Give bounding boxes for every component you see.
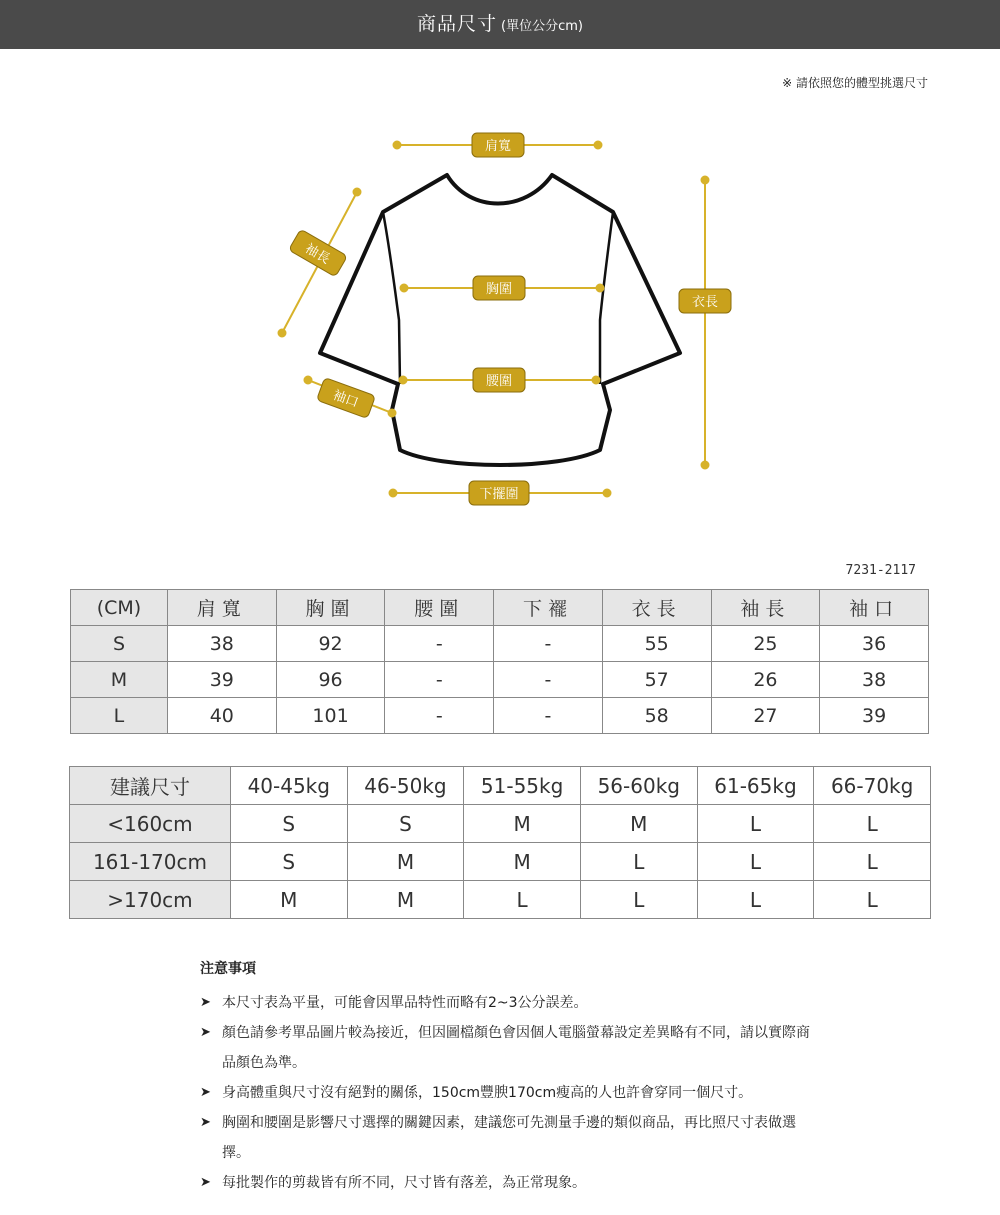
table-cell: L (697, 843, 814, 881)
table-cell: - (494, 626, 603, 662)
label-hem: 下擺圍 (479, 487, 519, 502)
table-cell: 25 (711, 626, 820, 662)
note-text: 本尺寸表為平量，可能會因單品特性而略有2~3公分誤差。 (222, 995, 588, 1011)
height-label-cell: 161-170cm (70, 843, 231, 881)
size-table-header: 腰圍 (385, 590, 494, 626)
table-row (71, 698, 929, 734)
arrow-icon: ➤ (200, 995, 211, 1010)
table-cell: M (580, 805, 697, 843)
list-item (200, 988, 820, 1018)
table-cell: M (464, 843, 581, 881)
arrow-icon: ➤ (200, 1115, 211, 1130)
list-item (200, 1108, 820, 1168)
table-row (71, 626, 929, 662)
note-text: 身高體重與尺寸沒有絕對的關係，150cm豐腴170cm瘦高的人也許會穿同一個尺寸。 (222, 1085, 753, 1101)
table-cell: L (464, 881, 581, 919)
page-header (0, 0, 1000, 49)
table-cell: - (494, 662, 603, 698)
size-table-header: 衣長 (602, 590, 711, 626)
size-label-cell: S (71, 626, 168, 662)
size-label-cell: L (71, 698, 168, 734)
table-cell: 55 (602, 626, 711, 662)
list-item (200, 1168, 820, 1198)
size-table (70, 589, 929, 734)
label-cuff: 袖口 (330, 387, 361, 411)
notes-title: 注意事項 (200, 961, 256, 977)
size-table-header: 胸圍 (276, 590, 385, 626)
size-label-cell: M (71, 662, 168, 698)
garment-outline-icon (320, 175, 680, 465)
list-item (200, 1018, 820, 1078)
table-cell: S (230, 805, 347, 843)
table-cell: M (347, 881, 464, 919)
arrow-icon: ➤ (200, 1175, 211, 1190)
size-table-header: 肩寬 (167, 590, 276, 626)
table-cell: L (580, 843, 697, 881)
table-cell: - (385, 626, 494, 662)
label-shoulder: 肩寬 (484, 139, 512, 154)
size-table-header: 袖長 (711, 590, 820, 626)
table-cell: 38 (820, 662, 929, 698)
size-table-header-row (71, 590, 929, 626)
garment-diagram (0, 110, 1000, 530)
right-armhole-line (600, 212, 613, 384)
list-item (200, 1078, 820, 1108)
note-text: 每批製作的剪裁皆有所不同，尺寸皆有落差，為正常現象。 (222, 1175, 586, 1191)
height-label-cell: <160cm (70, 805, 231, 843)
label-sleeve-length: 袖長 (302, 241, 333, 268)
table-cell: L (814, 843, 931, 881)
recommend-table-header: 40-45kg (230, 767, 347, 805)
table-cell: 58 (602, 698, 711, 734)
table-cell: 101 (276, 698, 385, 734)
arrow-icon: ➤ (200, 1025, 211, 1040)
table-cell: L (697, 805, 814, 843)
table-cell: S (230, 843, 347, 881)
size-table-header: 袖口 (820, 590, 929, 626)
table-cell: 57 (602, 662, 711, 698)
size-advice-note: ※ 請依照您的體型挑選尺寸 (782, 76, 928, 90)
table-cell: 36 (820, 626, 929, 662)
size-table-header: (CM) (71, 590, 168, 626)
table-cell: - (385, 662, 494, 698)
table-cell: L (580, 881, 697, 919)
table-cell: 92 (276, 626, 385, 662)
table-cell: L (697, 881, 814, 919)
table-cell: 40 (167, 698, 276, 734)
table-cell: S (347, 805, 464, 843)
table-cell: M (464, 805, 581, 843)
recommend-table-header: 56-60kg (580, 767, 697, 805)
table-cell: 38 (167, 626, 276, 662)
table-row (71, 662, 929, 698)
table-cell: 39 (167, 662, 276, 698)
header-unit: (單位公分cm) (501, 19, 583, 34)
table-cell: 96 (276, 662, 385, 698)
recommend-table-header: 46-50kg (347, 767, 464, 805)
table-row (70, 881, 931, 919)
table-cell: - (385, 698, 494, 734)
table-cell: 39 (820, 698, 929, 734)
recommend-table-header: 51-55kg (464, 767, 581, 805)
table-cell: M (347, 843, 464, 881)
product-code: 7231-2117 (845, 563, 916, 578)
height-label-cell: >170cm (70, 881, 231, 919)
size-table-header: 下襬 (494, 590, 603, 626)
table-cell: L (814, 881, 931, 919)
left-armhole-line (383, 212, 400, 384)
note-text: 胸圍和腰圍是影響尺寸選擇的關鍵因素，建議您可先測量手邊的類似商品，再比照尺寸表做選擇。 (222, 1115, 796, 1161)
table-cell: 26 (711, 662, 820, 698)
label-length: 衣長 (691, 295, 719, 310)
notes-section (200, 958, 820, 1198)
table-cell: 27 (711, 698, 820, 734)
recommend-table-header: 66-70kg (814, 767, 931, 805)
label-waist: 腰圍 (485, 374, 513, 389)
note-text: 顏色請參考單品圖片較為接近，但因圖檔顏色會因個人電腦螢幕設定差異略有不同，請以實際商品顏色為準。 (222, 1025, 810, 1071)
garment-svg (0, 110, 1000, 530)
table-row (70, 843, 931, 881)
label-chest: 胸圍 (485, 282, 513, 297)
recommend-table-header-row (70, 767, 931, 805)
recommend-table-header: 建議尺寸 (70, 767, 231, 805)
header-title: 商品尺寸 (417, 13, 498, 35)
table-cell: - (494, 698, 603, 734)
arrow-icon: ➤ (200, 1085, 211, 1100)
recommend-table (69, 766, 931, 919)
table-cell: M (230, 881, 347, 919)
table-cell: L (814, 805, 931, 843)
table-row (70, 805, 931, 843)
recommend-table-header: 61-65kg (697, 767, 814, 805)
